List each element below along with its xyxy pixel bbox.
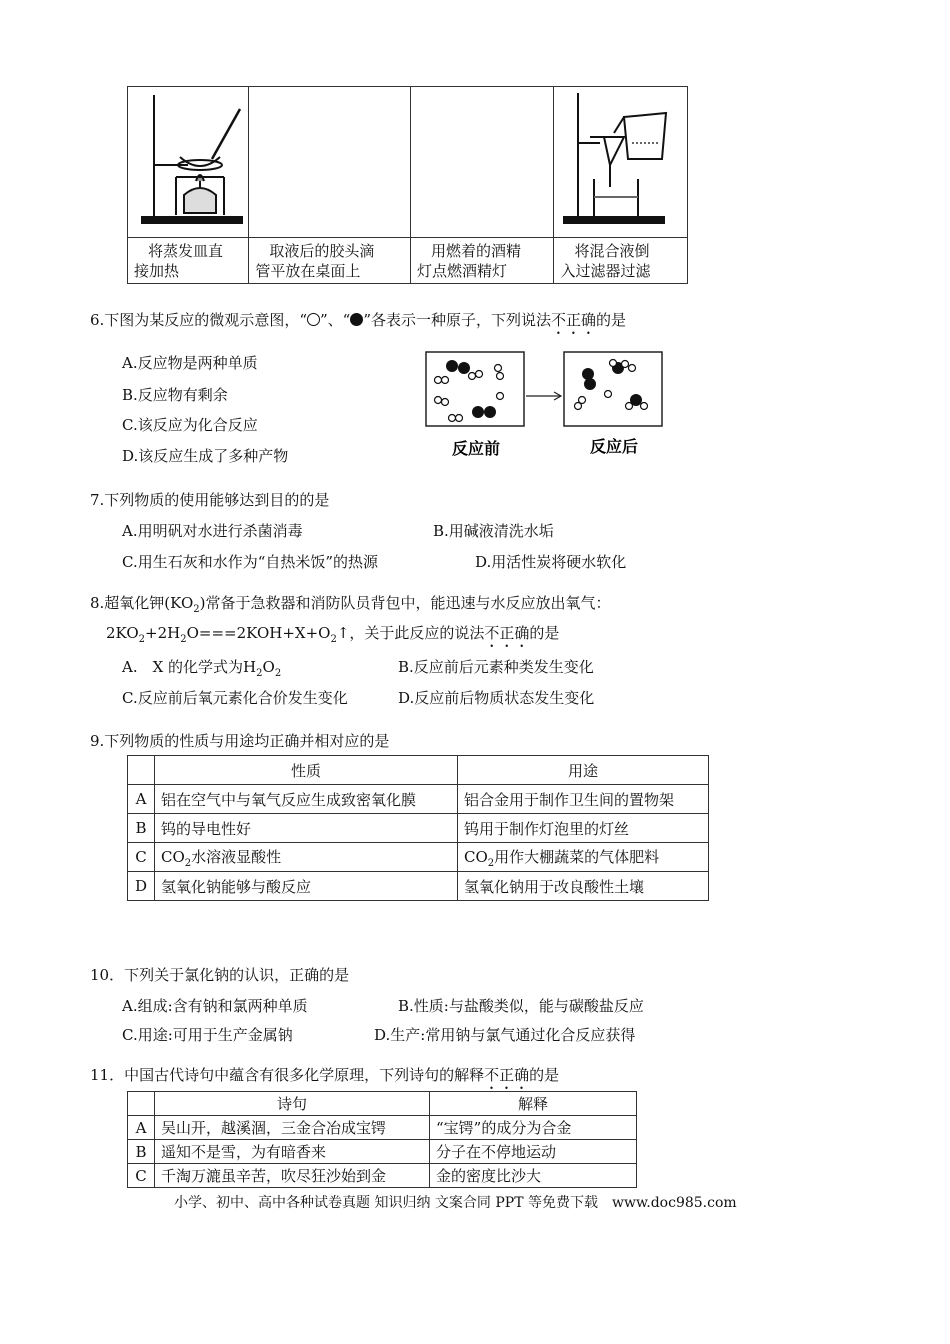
- q7-stem: 7.下列物质的使用能够达到目的的是: [90, 491, 330, 509]
- q7-option-c[interactable]: C.用生石灰和水作为“自热米饭”的热源: [122, 553, 379, 571]
- q5-caption-2: 取液后的胶头滴 管平放在桌面上: [249, 238, 411, 284]
- q11-row-b-label[interactable]: B: [128, 1140, 155, 1164]
- q10-stem: 10．下列关于氯化钠的认识，正确的是: [90, 966, 350, 984]
- q9-row-b-label[interactable]: B: [128, 814, 155, 843]
- q11-header-label: [128, 1092, 155, 1116]
- q11-header-explain: 解释: [430, 1092, 637, 1116]
- q11-row-c-poem: 千淘万漉虽辛苦，吹尽狂沙始到金: [155, 1164, 430, 1188]
- q11-row-b-explain: 分子在不停地运动: [430, 1140, 637, 1164]
- q10-option-b[interactable]: B.性质:与盐酸类似，能与碳酸盐反应: [398, 997, 644, 1015]
- q6-option-a[interactable]: A.反应物是两种单质: [122, 354, 258, 372]
- q9-header-label: [128, 756, 155, 785]
- q9-row-a-label[interactable]: A: [128, 785, 155, 814]
- q8-option-c[interactable]: C.反应前后氧元素化合价发生变化: [122, 689, 348, 707]
- page-footer[interactable]: 小学、初中、高中各种试卷真题 知识归纳 文案合同 PPT 等免费下载 www.doc985.com: [174, 1195, 737, 1211]
- q11-header-poem: 诗句: [155, 1092, 430, 1116]
- q8-equation: $2KO_2+2H_2O===2KOH+X+O_2↑$，关于此反应的说法不正确的是: [106, 624, 560, 645]
- q11-row-a-explain: “宝锷”的成分为合金: [430, 1116, 637, 1140]
- q9-table: [127, 755, 709, 901]
- q9-row-c-property: $CO_2$水溶液显酸性: [155, 843, 458, 872]
- table-row: [128, 1116, 637, 1140]
- q5-cell-lamp-image: [410, 87, 554, 238]
- q11-row-b-poem: 遥知不是雪，为有暗香来: [155, 1140, 430, 1164]
- q9-header-property: 性质: [155, 756, 458, 785]
- filtration-apparatus-icon: [554, 87, 686, 233]
- q9-row-c-label[interactable]: C: [128, 843, 155, 872]
- q5-cell-evaporation-image: [128, 87, 249, 238]
- q11-row-c-explain: 金的密度比沙大: [430, 1164, 637, 1188]
- white-atom-icon: [307, 313, 320, 326]
- q8-option-d[interactable]: D.反应前后物质状态发生变化: [398, 689, 595, 707]
- q6-stem: 6.下图为某反应的微观示意图，“ ”、“ ”各表示一种原子，下列说法不正确的是: [90, 311, 627, 329]
- table-row: [128, 1164, 637, 1188]
- q9-row-b-property: 钨的导电性好: [155, 814, 458, 843]
- q6-option-d[interactable]: D.该反应生成了多种产物: [122, 447, 289, 465]
- q11-stem: 11．中国古代诗句中蕴含有很多化学原理，下列诗句的解释不正确的是: [90, 1066, 560, 1084]
- q7-option-d[interactable]: D.用活性炭将硬水软化: [475, 553, 627, 571]
- q8-option-a[interactable]: A. X 的化学式为$H_2O_2$: [122, 658, 282, 679]
- table-row: [128, 843, 709, 872]
- q9-header-use: 用途: [458, 756, 709, 785]
- q11-table: [127, 1091, 637, 1188]
- q6-option-b[interactable]: B.反应物有剩余: [122, 386, 228, 404]
- q10-option-a[interactable]: A.组成:含有钠和氯两种单质: [122, 997, 308, 1015]
- reaction-diagram: [420, 348, 670, 463]
- q7-option-a[interactable]: A.用明矾对水进行杀菌消毒: [122, 522, 303, 540]
- q6-option-c[interactable]: C.该反应为化合反应: [122, 416, 258, 434]
- q10-option-c[interactable]: C.用途:可用于生产金属钠: [122, 1026, 293, 1044]
- q9-row-d-use: 氢氧化钠用于改良酸性土壤: [458, 872, 709, 901]
- q9-row-a-property: 铝在空气中与氧气反应生成致密氧化膜: [155, 785, 458, 814]
- q9-stem: 9.下列物质的性质与用途均正确并相对应的是: [90, 732, 390, 750]
- q8-option-b[interactable]: B.反应前后元素种类发生变化: [398, 658, 594, 676]
- q9-row-a-use: 铝合金用于制作卫生间的置物架: [458, 785, 709, 814]
- before-label: 反应前: [451, 439, 501, 458]
- after-label: 反应后: [589, 437, 639, 456]
- q8-stem: 8.超氧化钾$(KO_2)$常备于急救器和消防队员背包中，能迅速与水反应放出氧气：: [90, 594, 611, 615]
- q5-caption-1: 将蒸发皿直 接加热: [128, 238, 249, 284]
- q5-caption-3: 用燃着的酒精 灯点燃酒精灯: [410, 238, 554, 284]
- q11-row-a-poem: 吴山开，越溪涸，三金合冶成宝锷: [155, 1116, 430, 1140]
- q10-option-d[interactable]: D.生产:常用钠与氯气通过化合反应获得: [374, 1026, 636, 1044]
- q9-row-c-use: $CO_2$用作大棚蔬菜的气体肥料: [458, 843, 709, 872]
- q5-apparatus-table: [127, 86, 688, 284]
- table-row: [128, 1140, 637, 1164]
- q9-row-b-use: 钨用于制作灯泡里的灯丝: [458, 814, 709, 843]
- q11-row-c-label[interactable]: C: [128, 1164, 155, 1188]
- table-row: [128, 872, 709, 901]
- q5-cell-dropper-image: [249, 87, 411, 238]
- q7-option-b[interactable]: B.用碱液清洗水垢: [433, 522, 554, 540]
- q5-cell-filtration-image: [554, 87, 688, 238]
- table-row: [128, 814, 709, 843]
- q9-row-d-property: 氢氧化钠能够与酸反应: [155, 872, 458, 901]
- q5-caption-4: 将混合液倒 入过滤器过滤: [554, 238, 688, 284]
- black-atom-icon: [350, 313, 363, 326]
- q11-row-a-label[interactable]: A: [128, 1116, 155, 1140]
- q9-row-d-label[interactable]: D: [128, 872, 155, 901]
- evaporation-apparatus-icon: [128, 87, 248, 233]
- table-row: [128, 785, 709, 814]
